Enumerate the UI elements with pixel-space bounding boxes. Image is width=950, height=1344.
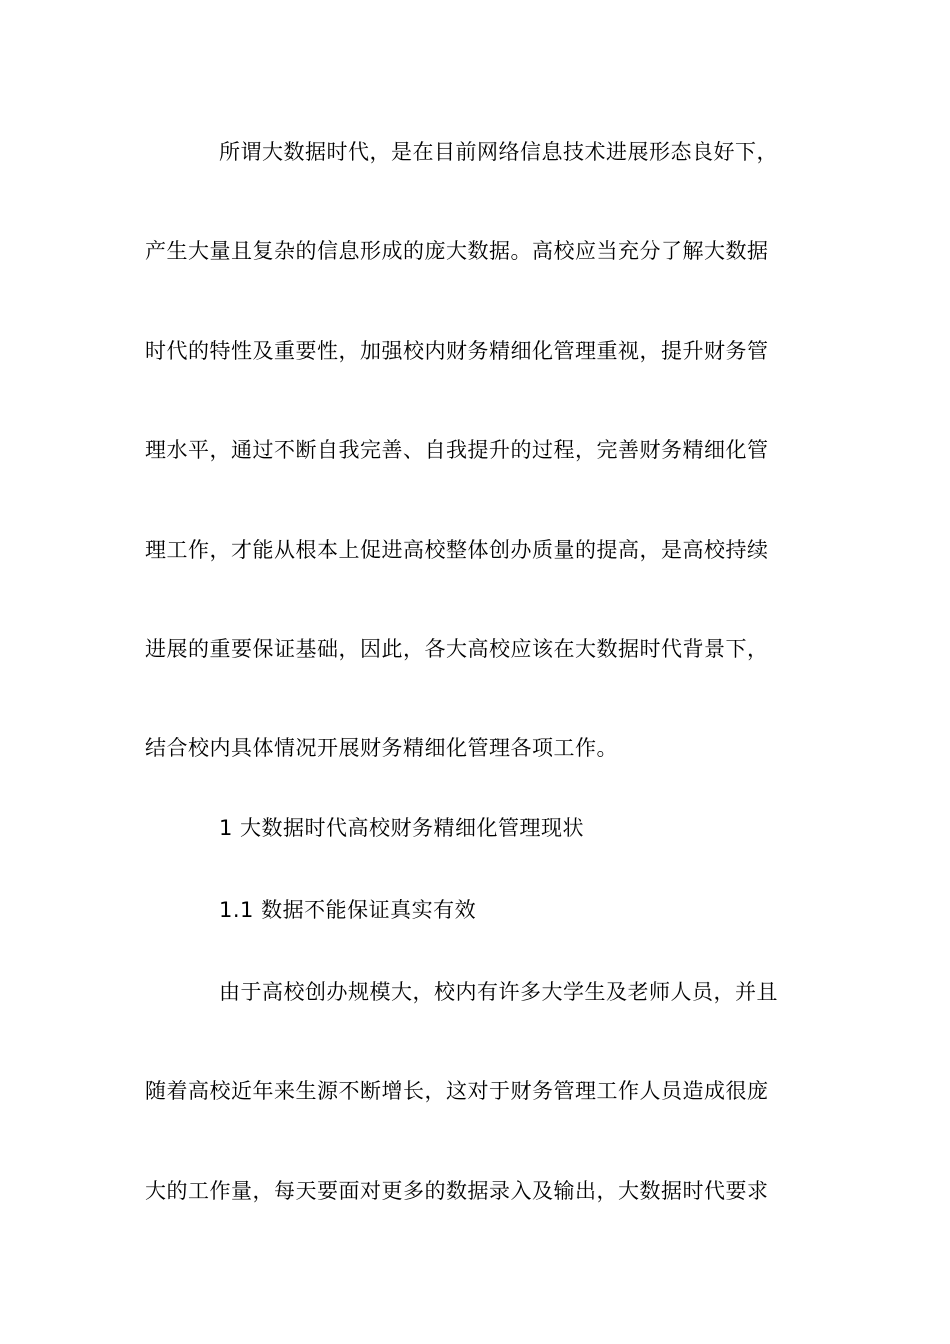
paragraph-1-line-7: 结合校内具体情况开展财务精细化管理各项工作。 <box>145 736 618 760</box>
paragraph-1-line-3: 时代的特性及重要性，加强校内财务精细化管理重视，提升财务管 <box>145 339 769 363</box>
paragraph-2-line-2: 随着高校近年来生源不断增长，这对于财务管理工作人员造成很庞 <box>145 1079 769 1103</box>
section-heading-1-1: 1.1 数据不能保证真实有效 <box>219 898 477 922</box>
paragraph-1-line-1: 所谓大数据时代，是在目前网络信息技术进展形态良好下， <box>219 140 778 164</box>
section-heading-1: 1 大数据时代高校财务精细化管理现状 <box>219 816 585 840</box>
paragraph-1-line-4: 理水平，通过不断自我完善、自我提升的过程，完善财务精细化管 <box>145 438 769 462</box>
paragraph-1-line-5: 理工作，才能从根本上促进高校整体创办质量的提高，是高校持续 <box>145 538 769 562</box>
paragraph-2-line-1: 由于高校创办规模大，校内有许多大学生及老师人员，并且 <box>219 980 778 1004</box>
paragraph-1-line-2: 产生大量且复杂的信息形成的庞大数据。高校应当充分了解大数据 <box>145 239 769 263</box>
paragraph-1-line-6: 进展的重要保证基础，因此，各大高校应该在大数据时代背景下， <box>145 637 769 661</box>
paragraph-2-line-3: 大的工作量，每天要面对更多的数据录入及输出，大数据时代要求 <box>145 1179 769 1203</box>
